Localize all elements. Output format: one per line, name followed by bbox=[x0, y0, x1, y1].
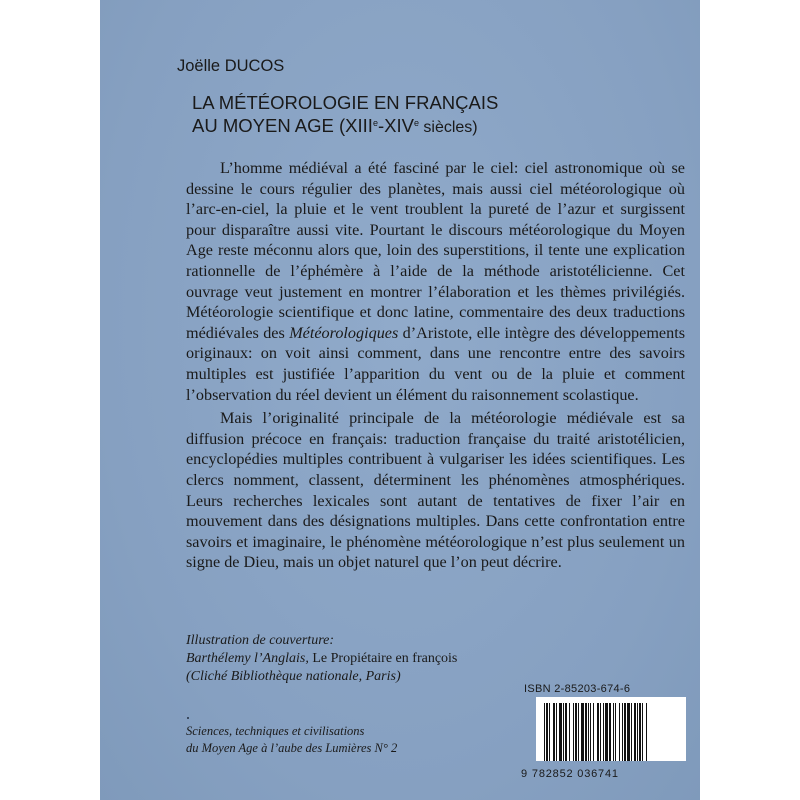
barcode-bar bbox=[585, 703, 587, 761]
credit-heading: Illustration de couverture: bbox=[186, 633, 335, 648]
barcode-bar bbox=[642, 703, 643, 761]
barcode-bar bbox=[544, 703, 545, 761]
barcode-bar bbox=[593, 703, 594, 761]
barcode-bar bbox=[559, 703, 562, 761]
barcode-bar bbox=[578, 703, 579, 761]
barcode-digits bbox=[521, 768, 619, 780]
barcode-lead-digit: 9 bbox=[521, 768, 528, 780]
barcode-icon bbox=[542, 703, 680, 761]
title-line-2-part-c: siècles) bbox=[418, 119, 478, 136]
dot-mark bbox=[187, 717, 189, 719]
credit-author: Barthélemy l’Anglais, bbox=[186, 651, 309, 666]
barcode-bar bbox=[581, 703, 584, 761]
title-line-2-part-a: AU MOYEN AGE (XIII bbox=[192, 115, 373, 136]
barcode-bar bbox=[569, 703, 570, 761]
barcode-bar bbox=[634, 703, 636, 761]
barcode-bar bbox=[590, 703, 591, 761]
barcode-bar bbox=[588, 703, 589, 761]
credit-work: Le Propiétaire en françois bbox=[308, 651, 458, 666]
isbn-number: ISBN 2-85203-674-6 bbox=[524, 683, 631, 695]
barcode-main-digits: 782852 036741 bbox=[531, 768, 619, 780]
blurb-paragraph-1-text: L’homme médiéval a été fasciné par le ciel: ciel astronomique où se dessine le cours régulier des planètes, mais aussi ciel météorologique où l’arc-en-ciel, la pluie et le vent troublent la pureté de l’azur et surgissent pour disparaître aussi vite. Pourtant le discours météorologique du Moyen Age reste méconnu alors que, loin des superstitions, il tente une explication rationnelle de l’éphémère à l’aide de la méthode aristotélicienne. Cet ouvrage veut justement en montrer l’élaboration et les thèmes privilégiés. Météorologie scientifique et donc latine, commentaire des deux traductions médiévales des bbox=[186, 159, 685, 342]
barcode-bar bbox=[627, 703, 630, 761]
barcode-bar bbox=[646, 703, 647, 761]
title-line-2 bbox=[192, 113, 498, 138]
title-superscript-1: e bbox=[372, 118, 378, 128]
credit-source: (Cliché Bibliothèque nationale, Paris) bbox=[186, 669, 401, 684]
barcode-bar bbox=[573, 703, 574, 761]
title-line-1: LA MÉTÉOROLOGIE EN FRANÇAIS bbox=[192, 92, 499, 113]
cover-illustration-credit bbox=[186, 632, 457, 686]
series-line-1: Sciences, techniques et civilisations bbox=[186, 724, 365, 738]
barcode-bar bbox=[556, 703, 557, 761]
barcode-bar bbox=[549, 703, 550, 761]
blurb-paragraph-1 bbox=[186, 158, 685, 405]
series-title bbox=[186, 723, 397, 757]
barcode-bar bbox=[624, 703, 626, 761]
barcode-bar bbox=[622, 703, 623, 761]
barcode-bar bbox=[575, 703, 577, 761]
barcode-bar bbox=[609, 703, 611, 761]
blurb-paragraph-2: Mais l’originalité principale de la météorologie médiévale est sa diffusion précoce en français: traduction française du traité aristotélicien, encyclopédies multiples contribuent à vulgariser les idées scientifiques. Les clercs nomment, classent, déterminent les phénomènes atmosphériques. Leurs recherches lexicales sont autant de tentatives de fixer l’air en mouvement dans des désignations multiples. Dans cette confrontation entre savoirs et imaginaire, le phénomène météorologique n’est plus seulement un signe de Dieu, mais un objet naturel que l’on peut décrire. bbox=[186, 409, 685, 572]
barcode-bar bbox=[565, 703, 567, 761]
barcode-bar bbox=[563, 703, 564, 761]
barcode-bar bbox=[546, 703, 548, 761]
title-line-2-part-b: -XIV bbox=[377, 115, 414, 136]
barcode-bar bbox=[615, 703, 616, 761]
barcode-bar bbox=[553, 703, 555, 761]
barcode-bar bbox=[613, 703, 614, 761]
title-superscript-2: e bbox=[413, 118, 419, 128]
blurb-paragraph-1-end: d’Aristote, elle intègre des développements originaux: on voit ainsi comment, dans une rencontre entre des savoirs multiples est justifiée l’apparition du vent ou de la pluie et comment l’observation du réel devient un élément du raisonnement scolastique. bbox=[186, 323, 685, 404]
barcode-bar bbox=[597, 703, 599, 761]
barcode-box bbox=[536, 697, 686, 761]
barcode-bar bbox=[631, 703, 632, 761]
barcode-bar bbox=[600, 703, 601, 761]
series-line-2: du Moyen Age à l’aube des Lumières N° 2 bbox=[186, 741, 398, 755]
barcode-bar bbox=[603, 703, 604, 761]
barcode-bar bbox=[619, 703, 620, 761]
author-name: Joëlle DUCOS bbox=[177, 57, 285, 75]
barcode-bar bbox=[605, 703, 608, 761]
barcode-bar bbox=[639, 703, 641, 761]
barcode-bar bbox=[637, 703, 638, 761]
blurb-text bbox=[186, 158, 685, 573]
blurb-italic-title: Météorologiques bbox=[289, 323, 399, 342]
book-title bbox=[192, 92, 498, 138]
